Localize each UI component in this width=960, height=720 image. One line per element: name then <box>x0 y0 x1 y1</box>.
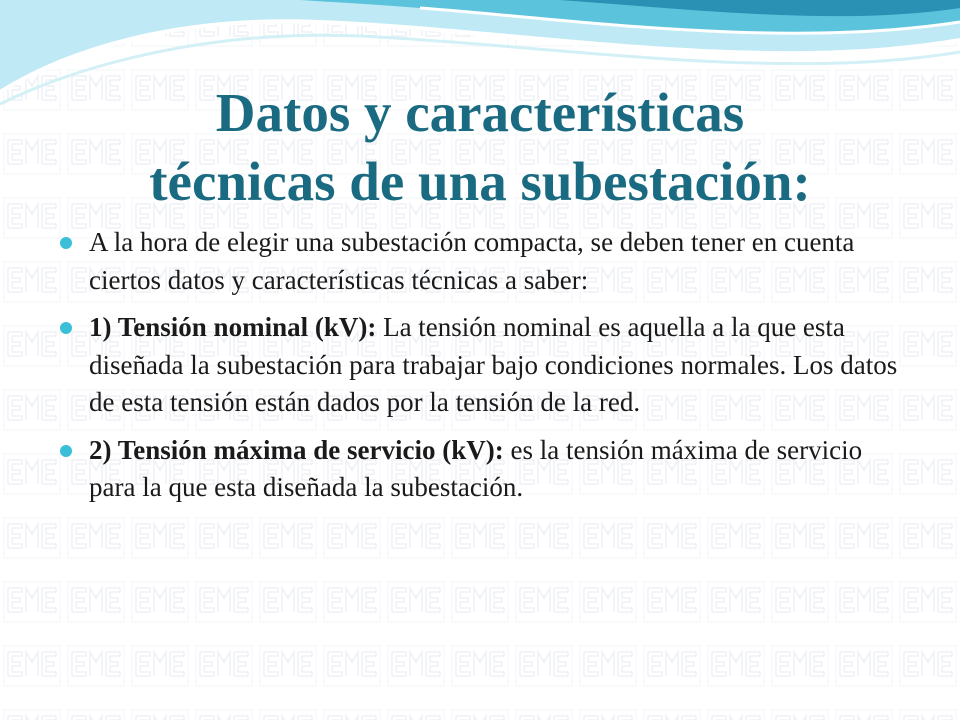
bullet-item-tension-maxima <box>60 432 908 507</box>
slide-title <box>0 78 960 216</box>
bullet-list <box>60 224 908 517</box>
slide-title-line-1: Datos y características <box>215 82 745 143</box>
bullet-dot-icon <box>60 322 72 334</box>
bullet-text: A la hora de elegir una subestación compacta, se deben tener en cuenta ciertos datos y características técnicas a saber: <box>89 227 855 295</box>
bullet-item-tension-nominal <box>60 309 908 422</box>
bullet-dot-icon <box>60 445 72 457</box>
bullet-term: 1) Tensión nominal (kV): <box>89 312 377 342</box>
bullet-text: es la tensión máxima de servicio para la que esta diseñada la subestación. <box>89 434 863 502</box>
bullet-item-intro <box>60 224 908 299</box>
bullet-dot-icon <box>60 237 72 249</box>
bullet-text: La tensión nominal es aquella a la que esta diseñada la subestación para trabajar bajo condiciones normales. Los datos de esta tensión están dados por la tensión de la red. <box>89 312 898 417</box>
slide-title-line-2: técnicas de una subestación: <box>149 151 811 212</box>
bullet-term: 2) Tensión máxima de servicio (kV): <box>89 434 504 465</box>
